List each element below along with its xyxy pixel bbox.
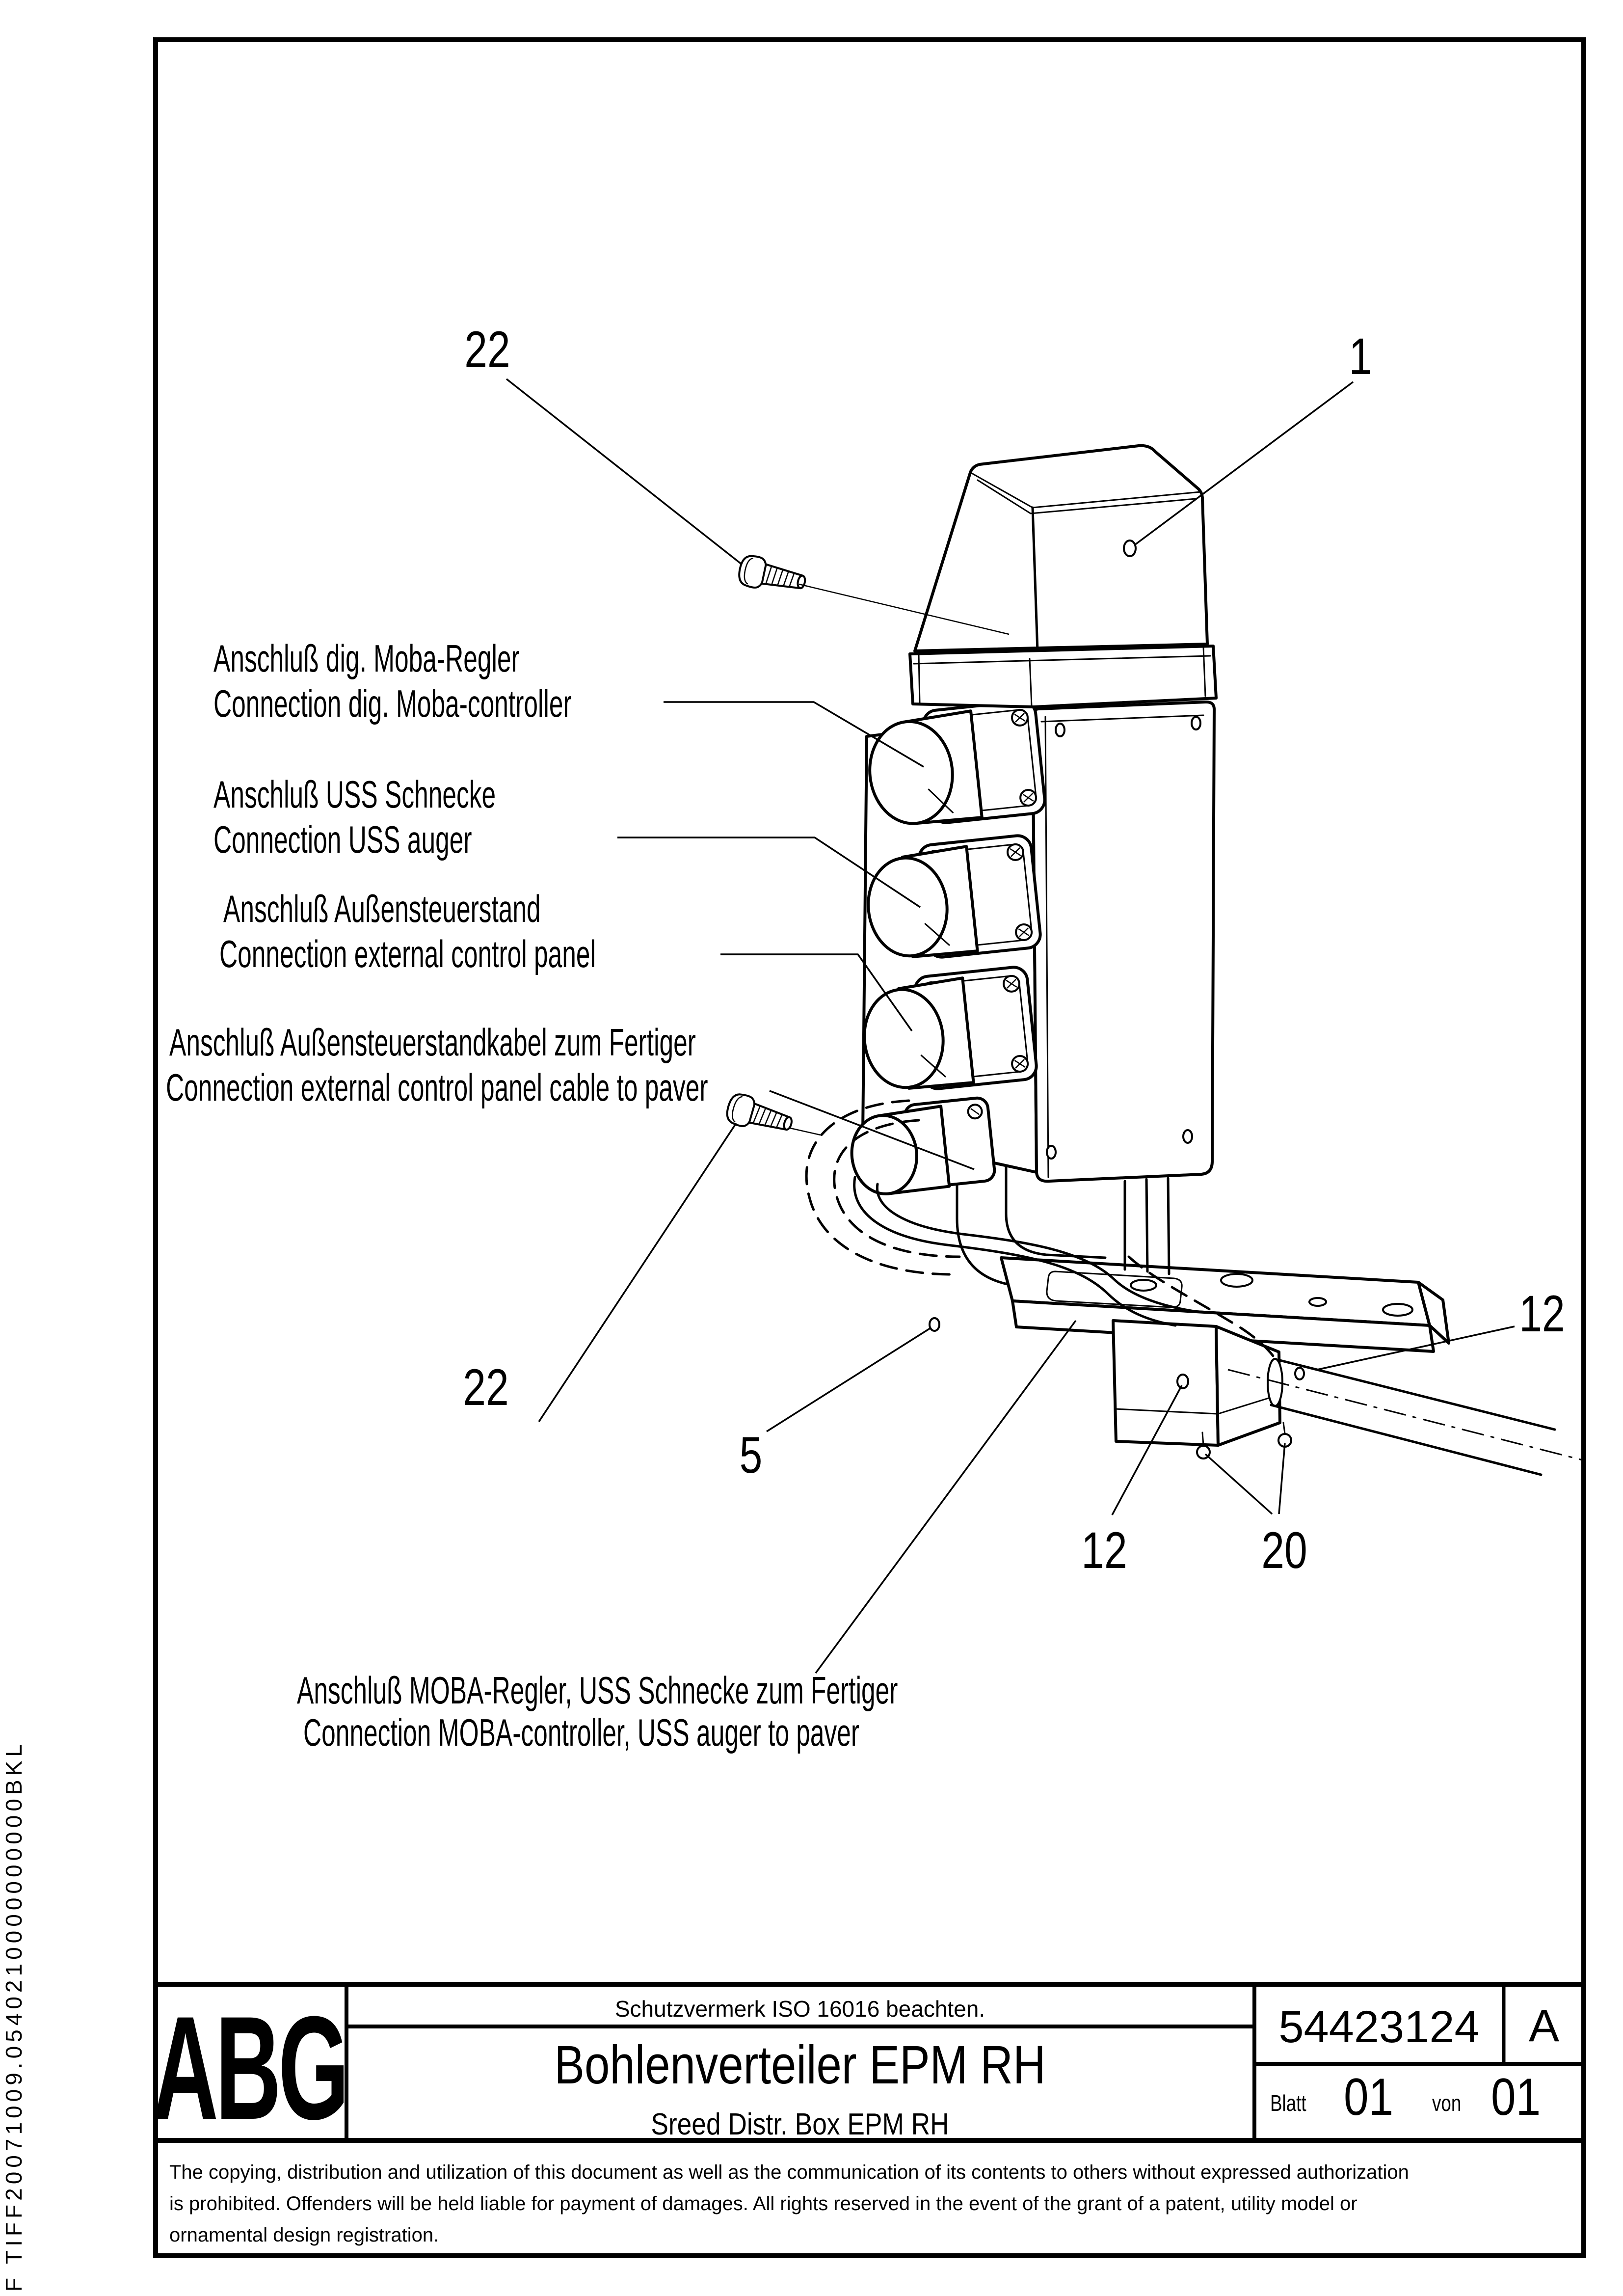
cover-screw-hole [1047, 1146, 1056, 1159]
callout-12-tube: 12 [1519, 1285, 1565, 1343]
screw-top [737, 554, 808, 598]
sheet-total: 01 [1491, 2068, 1541, 2127]
callout-22-screw-top: 22 [464, 321, 510, 379]
plate-hole [1309, 1298, 1326, 1306]
box-collar [910, 646, 1216, 707]
label-panel-en: Connection external control panel [219, 933, 596, 976]
distribution-box-drawing [166, 321, 1582, 1755]
title-block [153, 1984, 1584, 2150]
legal-line-2: is prohibited. Offenders will be held liable for payment of damages. All rights reserved in the event of the grant of a patent, utility model or [169, 2193, 1357, 2215]
connector-moba-digital [864, 700, 1046, 830]
of-label: von [1432, 2090, 1462, 2116]
protection-note: Schutzvermerk ISO 16016 beachten. [614, 1996, 985, 2022]
callout-12-bolt: 12 [1081, 1522, 1127, 1580]
company-logo: ABG [152, 1985, 346, 2150]
callout-20-pins: 20 [1261, 1522, 1307, 1580]
label-panel-de: Anschluß Außensteuerstand [223, 888, 541, 931]
box-right-face [1033, 702, 1214, 1181]
plate-hole [1221, 1274, 1252, 1287]
side-filename: F TIFF20071009.0540210000000000BKL [1, 1740, 27, 2292]
drawing-number: 54423124 [1278, 2002, 1480, 2052]
label-paver-en: Connection MOBA-controller, USS auger to paver [303, 1711, 860, 1755]
legal-notice-box [169, 2161, 1409, 2246]
cover-screw-hole [1056, 724, 1064, 736]
callout-22-screw-bottom: 22 [463, 1359, 509, 1417]
revision-letter: A [1528, 2000, 1560, 2051]
cap-hole [1124, 540, 1136, 556]
label-uss-en: Connection USS auger [213, 818, 472, 862]
plate-hole [1383, 1304, 1412, 1316]
sheet-number: 01 [1344, 2068, 1394, 2127]
drawing-title-de: Bohlenverteiler EPM RH [554, 2034, 1046, 2095]
legal-line-1: The copying, distribution and utilization of this document as well as the communication of its contents to others without expressed authorization [169, 2161, 1409, 2183]
cover-screw-hole [1183, 1130, 1192, 1143]
screw-bottom [724, 1091, 795, 1139]
label-paver-de: Anschluß MOBA-Regler, USS Schnecke zum Fertiger [297, 1669, 898, 1712]
cover-screw-hole [1192, 717, 1200, 729]
clamp-side-hole [1295, 1368, 1304, 1379]
legal-line-3: ornamental design registration. [169, 2224, 439, 2246]
connection-labels [166, 637, 898, 1754]
plate-hole [1131, 1280, 1156, 1291]
clamp-bolt-hole [1177, 1375, 1188, 1388]
sheet-label: Blatt [1270, 2090, 1306, 2116]
callout-1-cover: 1 [1349, 328, 1372, 386]
label-panel-cable-en: Connection external control panel cable to paver [166, 1066, 708, 1109]
box-cap [915, 446, 1207, 651]
drawing-title-en: Sreed Distr. Box EPM RH [651, 2107, 949, 2141]
callout-5-bracket: 5 [739, 1427, 763, 1485]
label-panel-cable-de: Anschluß Außensteuerstandkabel zum Fertiger [169, 1021, 696, 1064]
label-moba-en: Connection dig. Moba-controller [213, 682, 572, 726]
label-moba-de: Anschluß dig. Moba-Regler [213, 637, 520, 680]
label-uss-de: Anschluß USS Schnecke [213, 773, 496, 816]
